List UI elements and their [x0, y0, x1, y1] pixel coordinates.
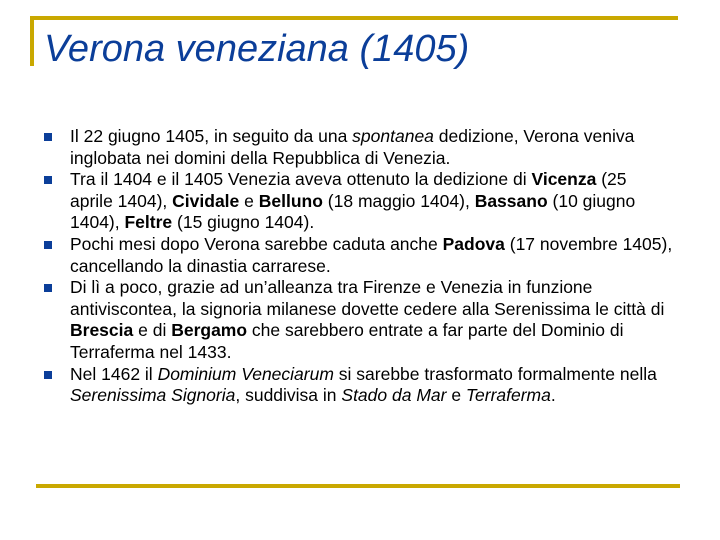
bullet-list [44, 126, 674, 407]
square-bullet-icon [44, 133, 52, 141]
text-run: Tra il 1404 e il 1405 Venezia aveva ottenuto la dedizione di [70, 169, 532, 190]
text-run: (17 novembre 1405), cancellando la dinastia carrarese. [70, 233, 673, 276]
square-bullet-icon [44, 241, 52, 249]
text-run: si sarebbe trasformato formalmente nella [333, 363, 657, 384]
bullet-item [44, 277, 674, 363]
frame-left-rule [30, 16, 34, 66]
text-run: , suddivisa in [235, 385, 342, 406]
bullet-text [70, 169, 635, 232]
bold-run: Bergamo [171, 320, 248, 341]
bullet-text [70, 364, 657, 406]
square-bullet-icon [44, 371, 52, 379]
text-run: (10 giugno 1404), [70, 190, 636, 233]
text-run: Di lì a poco, grazie ad un’alleanza tra Firenze e Venezia in funzione antiviscontea, la signoria milanese dovette cedere alla Serenissima le città di [70, 277, 665, 319]
bullet-item [44, 126, 674, 169]
slide-title: Verona veneziana (1405) [44, 28, 470, 70]
italic-run: spontanea [352, 126, 434, 146]
italic-run: Dominium Veneciarum [157, 363, 334, 384]
italic-run: Stado da Mar [341, 385, 447, 406]
bullet-text [70, 234, 672, 276]
text-run: e di [133, 320, 172, 341]
text-run: e [239, 190, 259, 211]
bold-run: Brescia [70, 320, 134, 341]
text-run: (15 giugno 1404). [172, 212, 315, 233]
square-bullet-icon [44, 176, 52, 184]
text-run: Il 22 giugno 1405, in seguito da una [70, 126, 353, 146]
bold-run: Feltre [124, 212, 173, 233]
bullet-item [44, 169, 674, 234]
bold-run: Vicenza [531, 169, 597, 190]
bullet-text [70, 277, 664, 362]
text-run: che sarebbero entrate a far parte del Dominio di Terraferma nel 1433. [70, 320, 624, 362]
text-run: dedizione, Verona veniva inglobata nei domini della Repubblica di Venezia. [70, 126, 635, 168]
bold-run: Bassano [474, 190, 548, 211]
text-run: e [446, 385, 466, 406]
italic-run: Serenissima Signoria [70, 385, 236, 406]
text-run: (18 maggio 1404), [322, 190, 475, 211]
bold-run: Cividale [172, 190, 240, 211]
frame-bottom-rule [36, 484, 680, 488]
frame-top-rule [30, 16, 678, 20]
square-bullet-icon [44, 284, 52, 292]
text-run: Pochi mesi dopo Verona sarebbe caduta anche [70, 233, 443, 254]
bullet-item [44, 364, 674, 407]
text-run: (25 aprile 1404), [70, 169, 627, 211]
italic-run: Terraferma [465, 385, 551, 406]
bold-run: Belluno [258, 190, 323, 211]
bullet-item [44, 234, 674, 277]
bold-run: Padova [442, 233, 505, 254]
text-run: . [550, 385, 556, 406]
bullet-text [70, 126, 634, 168]
text-run: Nel 1462 il [70, 363, 158, 384]
